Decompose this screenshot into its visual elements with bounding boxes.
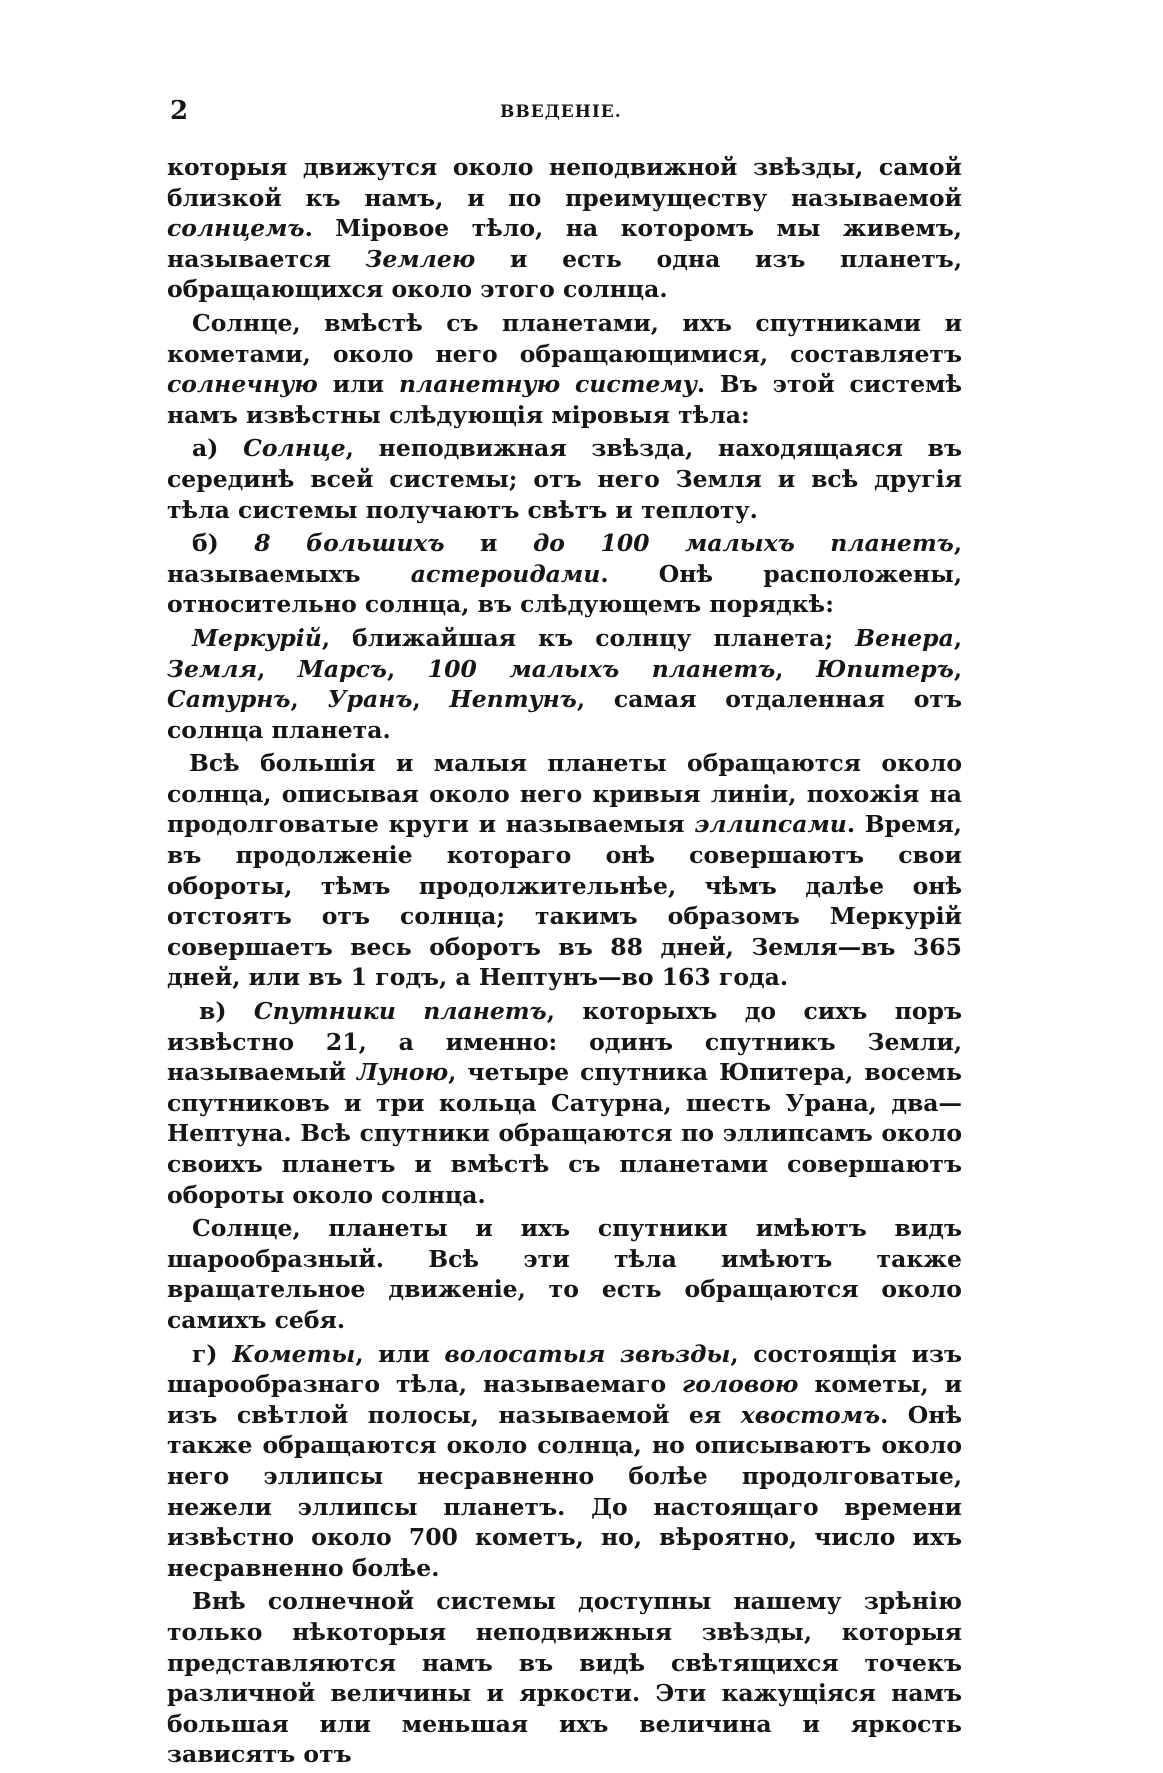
- paragraph: [167, 528, 962, 620]
- text-run: или: [317, 370, 399, 399]
- italic-run: Уранъ: [327, 685, 413, 714]
- text-run: , неподвижная звѣзда, находящаяся въ серединѣ всей системы; отъ него Земля и всѣ другія тѣла системы получаютъ свѣтъ и теплоту.: [167, 434, 963, 524]
- text-run: которыя движутся около неподвижной звѣзды, самой близкой къ намъ, и по преимуществу называемой: [167, 153, 962, 212]
- text-run: ,: [290, 685, 328, 714]
- italic-run: астероидами: [410, 559, 601, 588]
- italic-run: эллипсами: [694, 810, 847, 839]
- text-run: ,: [953, 654, 963, 683]
- text-run: . Время, въ продолженіе котораго онѣ совершаютъ свои обороты, тѣмъ продолжительнѣе, чѣмъ далѣе онѣ отстоятъ отъ солнца; такимъ образомъ Меркурій совершаетъ весь оборотъ въ 88 дней, Земля—въ 365 дней, или въ 1 годъ, а Нептунъ—во 163 года.: [167, 810, 962, 992]
- text-run: , называемыхъ: [167, 529, 963, 588]
- text-run: . Онѣ расположены, относительно солнца, въ слѣдующемъ порядкѣ:: [167, 559, 962, 619]
- text-run: ,: [412, 685, 450, 714]
- page-body: [167, 152, 962, 1773]
- italic-run: 8 большихъ: [254, 529, 445, 558]
- italic-run: до 100 малыхъ планетъ: [532, 529, 954, 558]
- italic-run: Кометы: [232, 1339, 356, 1368]
- italic-run: хвостомъ: [740, 1400, 881, 1429]
- running-head: ВВЕДЕНІЕ.: [500, 102, 622, 122]
- paragraph: [167, 308, 962, 430]
- text-run: и: [444, 529, 533, 558]
- page-number: 2: [170, 96, 189, 126]
- text-run: Всѣ большія и малыя планеты обращаются около солнца, описывая около него кривыя линіи, похожія на продолговатые круги и называемыя: [167, 749, 962, 839]
- text-run: , четыре спутника Юпитера, восемь спутниковъ и три кольца Сатурна, шесть Урана, два—Нептуна. Всѣ спутники обращаются по эллипсамъ около своихъ планетъ и вмѣстѣ съ планетами совершаютъ обороты около солнца.: [167, 1058, 962, 1209]
- italic-run: Меркурій: [192, 623, 322, 652]
- text-run: г): [192, 1339, 233, 1368]
- text-run: Внѣ солнечной системы доступны нашему зрѣнію только нѣкоторыя неподвижныя звѣзды, которыя представляются намъ въ видѣ свѣтящихся точекъ различной величины и яркости. Эти кажущіяся намъ большая или меньшая ихъ величина и яркость зависятъ отъ: [167, 1587, 962, 1769]
- italic-run: солнцемъ: [167, 214, 305, 243]
- italic-run: Землею: [365, 244, 476, 273]
- italic-run: планетную систему: [398, 370, 697, 399]
- paragraph: [167, 1213, 962, 1335]
- italic-run: Спутники планетъ: [253, 997, 547, 1026]
- text-run: , состоящія изъ шарообразнаго тѣла, называемаго: [167, 1339, 962, 1399]
- text-run: ,: [387, 654, 428, 683]
- italic-run: Венера: [855, 623, 954, 652]
- text-run: . Онѣ также обращаются около солнца, но описываютъ около него эллипсы несравненно болѣе продолговатые, нежели эллипсы планетъ. До настоящаго времени извѣстно около 700 кометъ, но, вѣроятно, число ихъ несравненно болѣе.: [167, 1400, 962, 1582]
- text-run: , которыхъ до сихъ поръ извѣстно 21, а именно: одинъ спутникъ Земли, называемый: [167, 997, 962, 1087]
- italic-run: Нептунъ: [449, 685, 577, 714]
- italic-run: головою: [682, 1370, 799, 1399]
- paragraph: [167, 996, 962, 1210]
- paragraph: [167, 1339, 962, 1584]
- text-run: . Въ этой системѣ намъ извѣстны слѣдующія міровыя тѣла:: [167, 370, 962, 429]
- paragraph: [167, 152, 962, 305]
- text-run: и есть одна изъ планетъ, обращающихся около этого солнца.: [167, 244, 962, 304]
- italic-run: Марсъ: [297, 654, 387, 683]
- text-run: ,: [775, 654, 817, 683]
- text-run: в): [199, 997, 254, 1026]
- paragraph: [167, 433, 962, 525]
- italic-run: Солнце: [243, 434, 346, 463]
- paragraph: [167, 1586, 962, 1770]
- text-run: , ближайшая къ солнцу планета;: [321, 623, 856, 652]
- paragraph: [167, 623, 962, 745]
- italic-run: 100 малыхъ планетъ: [427, 654, 776, 683]
- text-run: . Міровое тѣло, на которомъ мы живемъ, называется: [167, 214, 962, 273]
- text-run: Солнце, вмѣстѣ съ планетами, ихъ спутниками и кометами, около него обращающимися, составляетъ: [167, 308, 962, 368]
- italic-run: Земля: [167, 654, 258, 683]
- text-run: Солнце, планеты и ихъ спутники имѣютъ видъ шарообразный. Всѣ эти тѣла имѣютъ также вращательное движеніе, то есть обращаются около самихъ себя.: [167, 1214, 962, 1334]
- text-run: , самая отдаленная отъ солнца планета.: [167, 685, 962, 744]
- paragraph: [167, 748, 962, 993]
- text-run: кометы, и изъ свѣтлой полосы, называемой ея: [167, 1370, 962, 1429]
- italic-run: Сатурнъ: [167, 685, 291, 714]
- text-run: а): [192, 434, 244, 463]
- italic-run: волосатыя звѣзды: [444, 1339, 731, 1368]
- text-run: ,: [953, 623, 962, 652]
- page-header: [170, 96, 965, 128]
- italic-run: Юпитеръ: [816, 654, 954, 683]
- italic-run: солнечную: [167, 370, 318, 399]
- text-run: ,: [257, 654, 298, 683]
- italic-run: Луною: [356, 1058, 449, 1087]
- text-run: б): [192, 529, 255, 558]
- text-run: , или: [355, 1339, 445, 1368]
